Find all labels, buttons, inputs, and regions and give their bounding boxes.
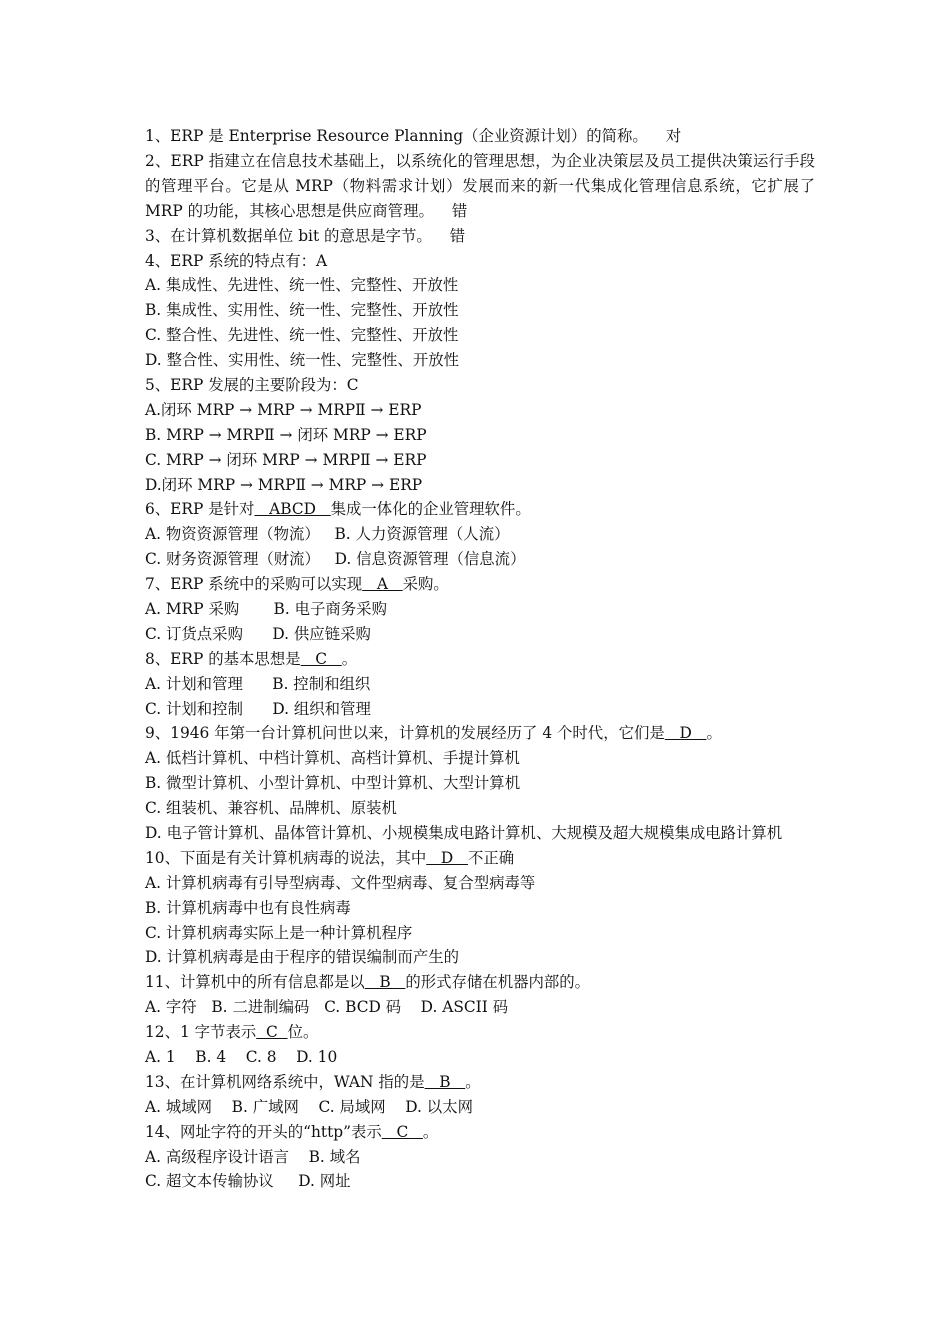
question-text: 3、在计算机数据单位 bit 的意思是字节。	[145, 226, 432, 245]
question-text: 8、ERP 的基本思想是	[145, 649, 301, 668]
option: A. 集成性、先进性、统一性、完整性、开放性	[145, 276, 459, 295]
option: C. 订货点采购 D. 供应链采购	[145, 624, 371, 643]
question-text: 6、ERP 是针对	[145, 500, 255, 519]
option: A. 1 B. 4 C. 8 D. 10	[145, 1048, 338, 1067]
question-text: 1、ERP 是 Enterprise Resource Planning（企业资源计划）的简称。	[145, 127, 648, 145]
answer-blank: C	[256, 1023, 288, 1042]
question-text-end: 位。	[287, 1023, 319, 1042]
answer-blank: C	[381, 1122, 423, 1141]
question-12	[145, 1020, 815, 1045]
option: D.闭环 MRP → MRPⅡ → MRP → ERP	[145, 475, 423, 494]
option: A. 计划和管理 B. 控制和组织	[145, 674, 371, 693]
question-14	[145, 1120, 815, 1145]
question-text: 11、计算机中的所有信息都是以	[145, 973, 365, 992]
answer-blank: B	[364, 973, 406, 992]
option: A. 物资资源管理（物流） B. 人力资源管理（人流）	[145, 525, 510, 544]
question-text: 14、网址字符的开头的“http”表示	[145, 1122, 382, 1141]
question-text-end: 采购。	[402, 575, 449, 594]
question-text-end: 。	[341, 649, 358, 668]
option: C. 计算机病毒实际上是一种计算机程序	[145, 923, 413, 942]
answer-blank: A	[362, 575, 403, 594]
question-9	[145, 721, 815, 746]
option: A. 城域网 B. 广域网 C. 局域网 D. 以太网	[145, 1097, 473, 1116]
question-6	[145, 497, 815, 522]
option: A. 低档计算机、中档计算机、高档计算机、手提计算机	[145, 749, 520, 768]
question-text-end: 集成一体化的企业管理软件。	[330, 500, 531, 519]
question-text: 7、ERP 系统中的采购可以实现	[145, 575, 363, 594]
question-text: 10、下面是有关计算机病毒的说法，其中	[145, 848, 427, 867]
option: B. 集成性、实用性、统一性、完整性、开放性	[145, 301, 459, 320]
question-text-end: 。	[706, 724, 722, 743]
question-text: 13、在计算机网络系统中，WAN 指的是	[145, 1072, 425, 1091]
answer-blank: D	[664, 724, 707, 743]
option: D. 整合性、实用性、统一性、完整性、开放性	[145, 351, 459, 370]
answer-mark: 对	[665, 127, 682, 145]
option: A. 高级程序设计语言 B. 域名	[145, 1147, 361, 1166]
question-4: 4、ERP 系统的特点有：A	[145, 251, 328, 270]
question-5: 5、ERP 发展的主要阶段为：C	[145, 375, 359, 394]
option: D. 计算机病毒是由于程序的错误编制而产生的	[145, 948, 459, 967]
option: B. 计算机病毒中也有良性病毒	[145, 898, 351, 917]
question-text-end: 的形式存储在机器内部的。	[405, 973, 591, 992]
answer-blank: ABCD	[254, 500, 331, 519]
option: B. MRP → MRPⅡ → 闭环 MRP → ERP	[145, 425, 427, 444]
answer-mark: 错	[449, 226, 466, 245]
option: A. 计算机病毒有引导型病毒、文件型病毒、复合型病毒等	[145, 873, 536, 892]
question-7	[145, 572, 815, 597]
option: C. MRP → 闭环 MRP → MRPⅡ → ERP	[145, 450, 427, 469]
option: C. 计划和控制 D. 组织和管理	[145, 699, 371, 718]
option: A. 字符 B. 二进制编码 C. BCD 码 D. ASCII 码	[145, 998, 509, 1017]
answer-blank: C	[300, 649, 342, 668]
question-3	[145, 224, 815, 249]
question-text-end: 不正确	[467, 848, 515, 867]
answer-blank: D	[426, 848, 468, 867]
option: C. 组装机、兼容机、品牌机、原装机	[145, 799, 397, 818]
option: D. 电子管计算机、晶体管计算机、小规模集成电路计算机、大规模及超大规模集成电路计算机	[145, 823, 783, 842]
question-text: 2、ERP 指建立在信息技术基础上，以系统化的管理思想，为企业决策层及员工提供决策运行手段的管理平台。它是从 MRP（物料需求计划）发展而来的新一代集成化管理信息系统，它扩展了 MRP 的功能，其核心思想是供应商管理。	[145, 151, 815, 220]
option: C. 整合性、先进性、统一性、完整性、开放性	[145, 326, 459, 345]
question-text: 12、1 字节表示	[145, 1023, 257, 1042]
question-2	[145, 149, 815, 224]
option: B. 微型计算机、小型计算机、中型计算机、大型计算机	[145, 774, 521, 793]
answer-mark: 错	[451, 201, 468, 220]
option: A. MRP 采购 B. 电子商务采购	[145, 599, 387, 618]
question-10	[145, 846, 815, 871]
question-13	[145, 1070, 815, 1095]
option: A.闭环 MRP → MRP → MRPⅡ → ERP	[145, 400, 422, 419]
question-text-end: 。	[422, 1122, 439, 1141]
option: C. 财务资源管理（财流） D. 信息资源管理（信息流）	[145, 550, 526, 569]
answer-blank: B	[424, 1072, 466, 1091]
document-page	[145, 124, 815, 1194]
question-11	[145, 970, 815, 995]
question-1	[145, 124, 815, 149]
question-8	[145, 647, 815, 672]
question-text-end: 。	[465, 1072, 481, 1091]
option: C. 超文本传输协议 D. 网址	[145, 1172, 351, 1191]
question-text: 9、1946 年第一台计算机问世以来，计算机的发展经历了 4 个时代，它们是	[145, 724, 665, 743]
